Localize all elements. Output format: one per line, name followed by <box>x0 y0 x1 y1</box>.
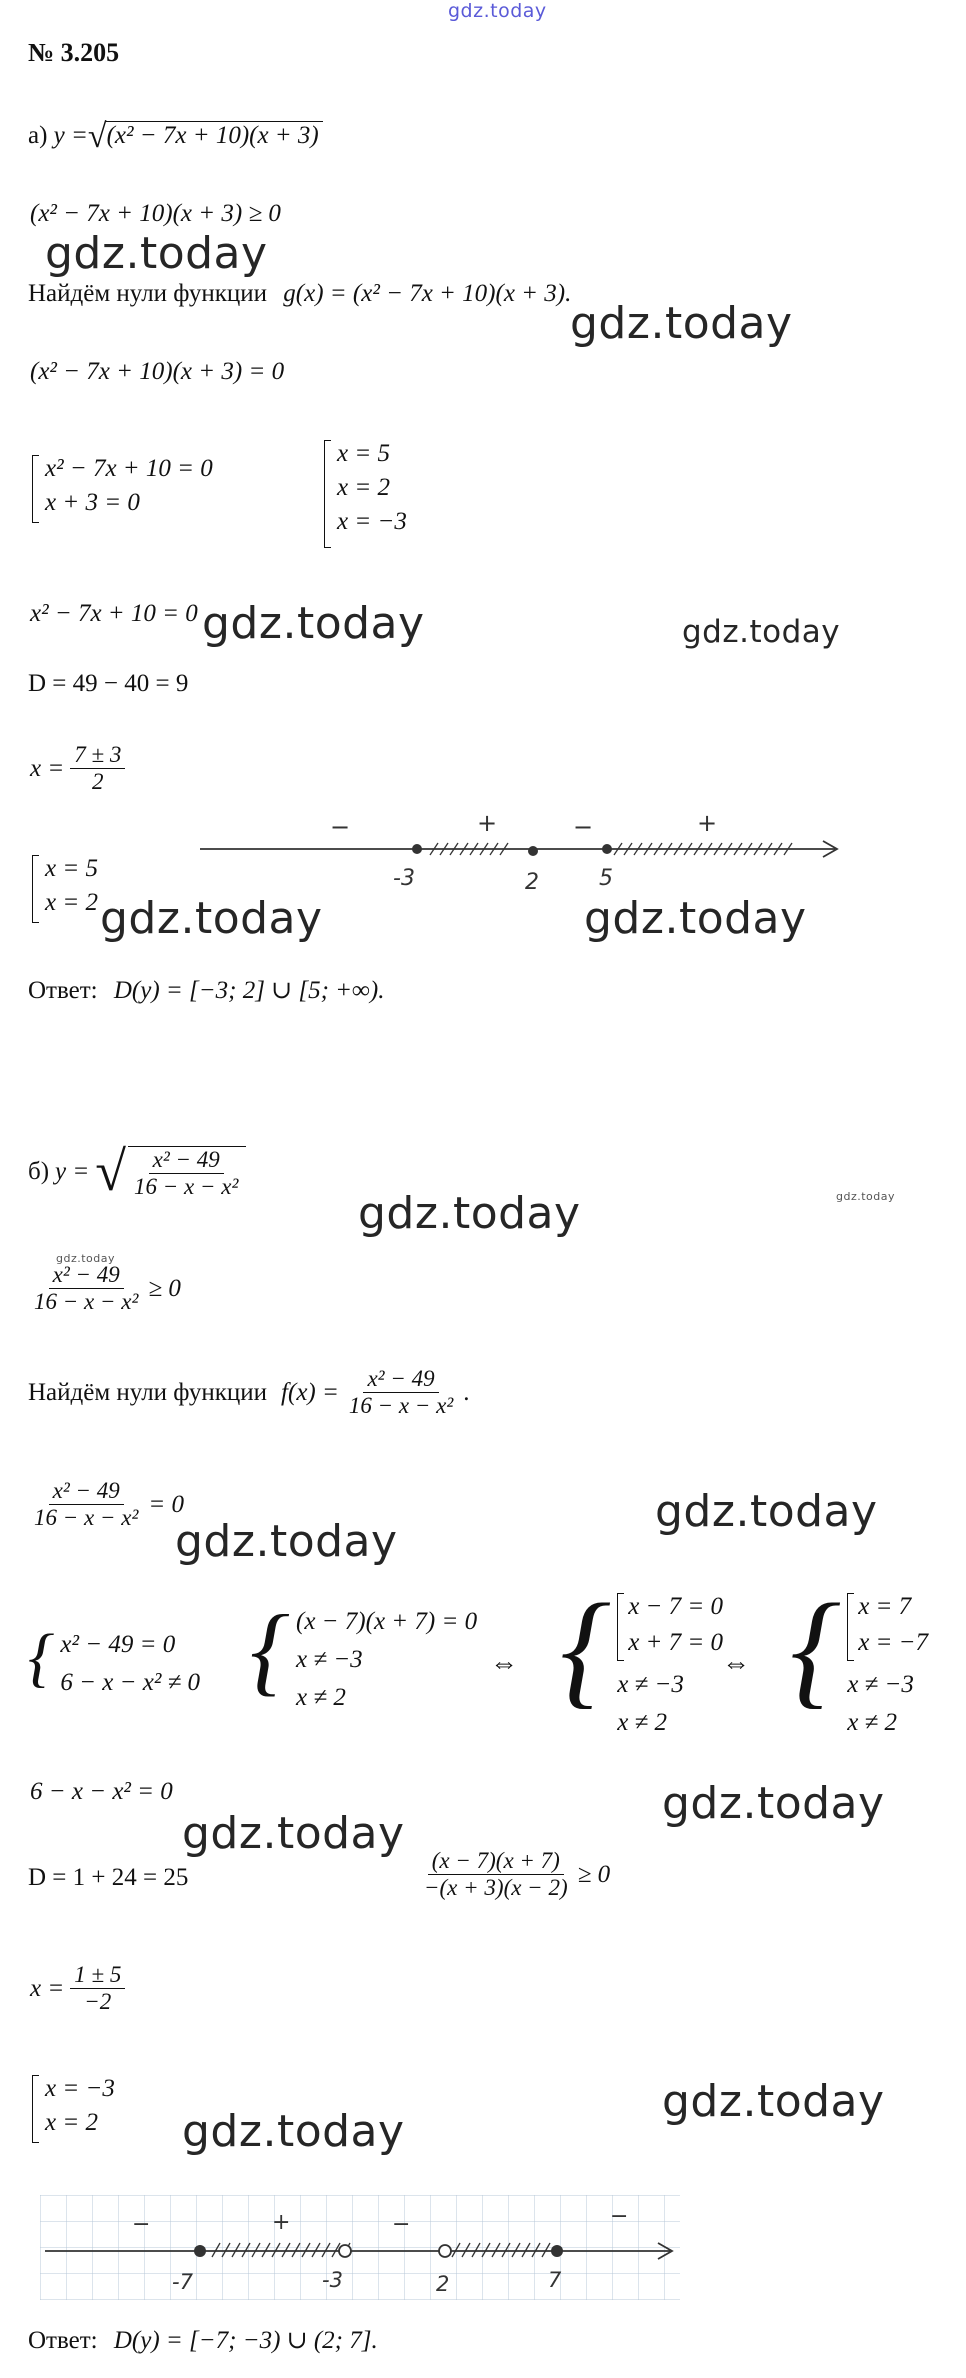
label-minus-3: -3 <box>393 866 415 891</box>
radicand-fraction <box>130 1147 242 1201</box>
root-fraction <box>70 742 125 796</box>
watermark: gdz.today <box>56 1252 116 1265</box>
root-denominator: 2 <box>92 769 104 795</box>
curly-brace: { <box>250 1594 290 1705</box>
part-a-eq-zero: (x² − 7x + 10)(x + 3) = 0 <box>30 358 285 385</box>
sysC-line-4: x ≠ 2 <box>617 1709 668 1736</box>
part-b-radicand <box>128 1146 246 1201</box>
root-lhs: x = <box>30 1974 65 2002</box>
part-b-root-formula <box>30 1962 125 2016</box>
part-a-func-lhs: y = <box>53 122 88 149</box>
part-b-zeros-line <box>28 1366 469 1420</box>
bracket <box>847 1593 854 1661</box>
part-a-zeros-func: g(x) = (x² − 7x + 10)(x + 3). <box>283 280 572 307</box>
part-a-zeros-line <box>28 280 571 308</box>
point-2 <box>439 2245 451 2257</box>
fraction-denominator: −(x + 3)(x − 2) <box>424 1875 568 1901</box>
part-b-function <box>28 1140 246 1204</box>
root-lhs: x = <box>30 754 65 782</box>
fraction-denominator: 16 − x − x² <box>34 1289 139 1315</box>
part-a-discriminant: D = 49 − 40 = 9 <box>28 670 189 697</box>
watermark: gdz.today <box>45 228 268 279</box>
part-a-system-2 <box>324 440 407 548</box>
sign-3: − <box>573 813 594 841</box>
part-b-discriminant: D = 1 + 24 = 25 <box>28 1864 189 1891</box>
radical-sign: √ <box>95 1141 126 1203</box>
roots-line-2: x = 2 <box>45 889 98 916</box>
root-numerator: 7 ± 3 <box>70 742 125 769</box>
sysD-line-3: x ≠ −3 <box>847 1671 914 1698</box>
watermark: gdz.today <box>100 893 323 944</box>
part-b-number-line <box>40 2195 680 2300</box>
roots-line-1: x = 5 <box>45 855 98 882</box>
part-a-root-formula <box>30 742 125 796</box>
part-b-system-b <box>250 1594 478 1712</box>
sysA-line-1: x² − 49 = 0 <box>60 1631 176 1658</box>
part-b-quadratic: 6 − x − x² = 0 <box>30 1778 173 1805</box>
part-a-inequality: (x² − 7x + 10)(x + 3) ≥ 0 <box>30 200 281 227</box>
part-b-system-d <box>790 1578 929 1737</box>
sys1-line-1: x² − 7x + 10 = 0 <box>45 455 213 482</box>
label-minus-7: -7 <box>172 2270 193 2294</box>
sys2-line-3: x = −3 <box>337 508 407 535</box>
part-b-inequality <box>30 1262 181 1316</box>
answer-value: D(y) = [−3; 2] ∪ [5; +∞). <box>113 977 385 1004</box>
label-minus-3: -3 <box>322 2268 343 2292</box>
fraction-numerator: x² − 49 <box>49 1262 124 1289</box>
curly-brace: { <box>790 1578 842 1720</box>
label-7: 7 <box>548 2268 562 2292</box>
bracket <box>32 855 39 923</box>
sysB-line-3: x ≠ 2 <box>296 1684 346 1711</box>
fraction-denominator: 16 − x − x² <box>34 1505 139 1531</box>
part-a-zeros-text: Найдём нули функции <box>28 280 268 307</box>
watermark: gdz.today <box>584 893 807 944</box>
answer-label: Ответ: <box>28 977 98 1004</box>
label-2: 2 <box>525 870 539 895</box>
zeros-dot: . <box>463 1378 470 1406</box>
sysB-line-2: x ≠ −3 <box>296 1646 363 1673</box>
watermark: gdz.today <box>655 1486 878 1537</box>
part-b-roots <box>32 2075 115 2143</box>
equiv-1: ⇔ <box>490 1648 518 1679</box>
watermark: gdz.today <box>182 2106 405 2157</box>
problem-number: № 3.205 <box>28 38 120 67</box>
fraction-numerator: x² − 49 <box>149 1147 224 1174</box>
inequality-fraction <box>30 1262 142 1316</box>
root-fraction <box>70 1962 125 2016</box>
point-2 <box>528 846 538 856</box>
watermark: gdz.today <box>175 1516 398 1567</box>
part-b-func-lhs: y = <box>55 1158 90 1185</box>
bracket <box>324 440 331 548</box>
sign-3: − <box>392 2212 411 2237</box>
sys2-line-2: x = 2 <box>337 474 390 501</box>
sysC-line-1: x − 7 = 0 <box>628 1593 724 1620</box>
inequality-2-rhs: ≥ 0 <box>577 1860 611 1888</box>
part-a-answer <box>28 975 384 1005</box>
grid-paper <box>40 2195 680 2300</box>
zeros-fraction <box>345 1366 457 1420</box>
sys2-line-1: x = 5 <box>337 440 390 467</box>
sysC-line-3: x ≠ −3 <box>617 1671 684 1698</box>
sign-2: + <box>477 809 498 837</box>
watermark: gdz.today <box>662 1778 885 1829</box>
curly-brace: { <box>28 1621 55 1694</box>
curly-brace: { <box>560 1578 612 1720</box>
bracket <box>617 1593 624 1661</box>
equiv-2: ⇔ <box>722 1648 750 1679</box>
bracket <box>32 455 39 523</box>
roots-line-1: x = −3 <box>45 2075 115 2102</box>
sys1-line-2: x + 3 = 0 <box>45 489 140 516</box>
part-b-zeros-text: Найдём нули функции <box>28 1378 268 1406</box>
part-a-quadratic: x² − 7x + 10 = 0 <box>30 600 198 627</box>
sysD-line-1: x = 7 <box>858 1593 912 1620</box>
point-7 <box>551 2245 563 2257</box>
label-5: 5 <box>599 866 613 891</box>
eq-fraction <box>30 1478 142 1532</box>
sign-1: − <box>132 2212 151 2237</box>
fraction-denominator: 16 − x − x² <box>348 1393 454 1419</box>
sysB-line-1: (x − 7)(x + 7) = 0 <box>296 1608 478 1635</box>
part-a-number-line <box>195 805 855 895</box>
watermark: gdz.today <box>182 1808 405 1859</box>
sysD-line-2: x = −7 <box>858 1629 929 1656</box>
part-b-system-a <box>28 1621 201 1697</box>
part-a-label: а) <box>28 122 48 149</box>
part-b-eq-zero <box>30 1478 184 1532</box>
point-minus-3 <box>412 844 422 854</box>
roots-line-2: x = 2 <box>45 2109 98 2136</box>
fraction-denominator: 16 − x − x² <box>134 1174 239 1199</box>
root-denominator: −2 <box>84 1989 112 2015</box>
sign-4: + <box>697 809 718 837</box>
answer-value: D(y) = [−7; −3) ∪ (2; 7]. <box>113 2327 378 2354</box>
point-5 <box>602 844 612 854</box>
inequality-2-fraction <box>420 1848 572 1902</box>
root-numerator: 1 ± 5 <box>70 1962 125 1989</box>
sysD-line-4: x ≠ 2 <box>847 1709 898 1736</box>
part-a-roots <box>32 855 98 923</box>
sign-4: − <box>610 2204 629 2229</box>
part-a-radicand: (x² − 7x + 10)(x + 3) <box>105 121 323 150</box>
inequality-rhs: ≥ 0 <box>148 1274 181 1302</box>
watermark: gdz.today <box>202 598 425 649</box>
part-a-function <box>28 118 323 156</box>
watermark: gdz.today <box>570 298 793 349</box>
watermark: gdz.today <box>358 1188 581 1239</box>
bracket <box>32 2075 39 2143</box>
part-b-system-c <box>560 1578 724 1737</box>
eq-rhs: = 0 <box>148 1490 184 1518</box>
zeros-lhs: f(x) = <box>281 1378 339 1406</box>
sign-1: − <box>330 813 351 841</box>
answer-label: Ответ: <box>28 2327 98 2354</box>
sysA-line-2: 6 − x − x² ≠ 0 <box>60 1669 201 1696</box>
part-b-label: б) <box>28 1158 50 1185</box>
part-b-answer <box>28 2325 378 2355</box>
label-2: 2 <box>436 2272 450 2296</box>
watermark: gdz.today <box>836 1190 896 1203</box>
fraction-numerator: x² − 49 <box>363 1366 438 1393</box>
watermark-top: gdz.today <box>448 0 547 22</box>
point-minus-3 <box>339 2245 351 2257</box>
fraction-numerator: (x − 7)(x + 7) <box>428 1848 564 1875</box>
part-a-system-1 <box>32 455 213 523</box>
fraction-numerator: x² − 49 <box>49 1478 124 1505</box>
point-minus-7 <box>194 2245 206 2257</box>
watermark: gdz.today <box>682 614 841 650</box>
radical-sign: √ <box>87 118 107 155</box>
part-b-inequality-2 <box>420 1848 610 1902</box>
sysC-line-2: x + 7 = 0 <box>628 1629 724 1656</box>
sign-2: + <box>272 2210 291 2235</box>
watermark: gdz.today <box>662 2076 885 2127</box>
